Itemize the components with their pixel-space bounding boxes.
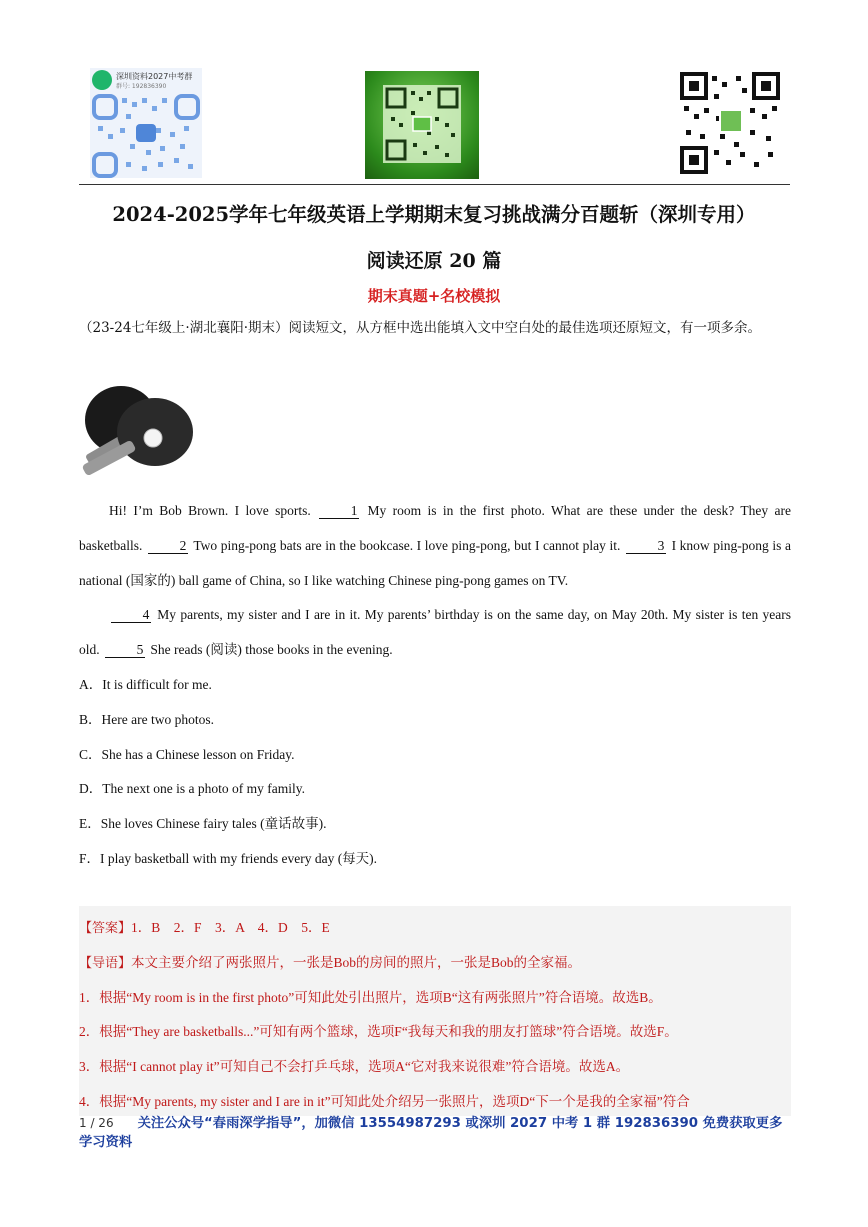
qr-left-caption: 深圳资料2027中考群 xyxy=(116,72,193,81)
blank-5: 5 xyxy=(105,642,145,658)
explanation-1: 1．根据“My room is in the first photo”可知此处引出照片，选项B“这有两张照片”符合语境。故选B。 xyxy=(79,989,662,1005)
answer-text: 1．B 2．F 3．A 4．D 5．E xyxy=(131,920,330,935)
qr-left-subcaption: 群号: 192836390 xyxy=(116,83,167,90)
passage-paragraph-1: Hi! I’m Bob Brown. I love sports. 1 My room is in the first photo. What are these under the desk? They are basketballs. 2 Two ping-pong bats are in the bookcase. I love ping-pong, but I cannot play it. 3 I know ping-pong is a national (国家的) ball game of China, so I like watching Chinese ping-pong games on TV. xyxy=(79,503,791,588)
qr-code-right xyxy=(680,72,780,174)
passage-paragraph-2: 4 My parents, my sister and I are in it. My parents’ birthday is on the same day, on May 20th. My sister is ten years old. 5 She reads (阅读) those books in the evening. xyxy=(79,607,791,658)
blank-1: 1 xyxy=(319,503,359,519)
option-a: A．It is difficult for me. xyxy=(79,677,212,692)
explanation-4: 4．根据“My parents, my sister and I are in it”可知此处介绍另一张照片，选项D“下一个是我的全家福”符合 xyxy=(79,1093,690,1109)
blank-3: 3 xyxy=(626,538,666,554)
qr-pattern-left xyxy=(90,68,202,178)
qr-pattern-right xyxy=(680,72,780,174)
explanation-3: 3．根据“I cannot play it”可知自己不会打乒乓球，选项A“它对我来说很难”符合语境。故选A。 xyxy=(79,1059,630,1075)
footer-promo: 关注公众号“春雨深学指导”，加微信 13554987293 或深圳 2027 中考 1 群 192836390 免费获取更多学习资料 xyxy=(79,1116,783,1150)
section-label: 期末真题+名校模拟 xyxy=(367,287,501,305)
page-footer xyxy=(79,1114,791,1152)
header-divider xyxy=(79,184,790,185)
question-intro: （23-24七年级上·湖北襄阳·期末）阅读短文，从方框中选出能填入文中空白处的最佳选项还原短文，有一项多余。 xyxy=(79,320,761,336)
document-subtitle: 阅读还原 20 篇 xyxy=(366,250,502,272)
qr-code-middle xyxy=(365,71,479,179)
option-list xyxy=(79,668,377,877)
document-title: 2024-2025学年七年级英语上学期期末复习挑战满分百题斩（深圳专用） xyxy=(112,203,756,226)
qr-code-left xyxy=(90,68,202,178)
option-d: D．The next one is a photo of my family. xyxy=(79,781,305,797)
explanation-2: 2．根据“They are basketballs...”可知有两个篮球，选项F“我每天和我的朋友打篮球”符合语境。故选F。 xyxy=(79,1024,678,1040)
blank-2: 2 xyxy=(148,538,188,554)
guide-line xyxy=(79,946,791,981)
guide-text: 本文主要介绍了两张照片，一张是Bob的房间的照片，一张是Bob的全家福。 xyxy=(131,954,582,970)
option-b: B．Here are two photos. xyxy=(79,711,214,727)
answer-line xyxy=(79,911,791,946)
option-e: E．She loves Chinese fairy tales (童话故事). xyxy=(79,816,327,832)
guide-tag: 【导语】 xyxy=(79,955,132,971)
option-c: C．She has a Chinese lesson on Friday. xyxy=(79,746,295,762)
answer-section xyxy=(79,911,791,1120)
ping-pong-bats-image xyxy=(79,382,195,482)
qr-pattern-middle xyxy=(365,71,479,179)
page-number: 1 / 26 xyxy=(79,1116,114,1130)
option-f: F．I play basketball with my friends every day (每天). xyxy=(79,850,378,866)
blank-4: 4 xyxy=(111,607,151,623)
reading-passage xyxy=(79,494,791,668)
answer-tag: 【答案】 xyxy=(79,921,132,936)
